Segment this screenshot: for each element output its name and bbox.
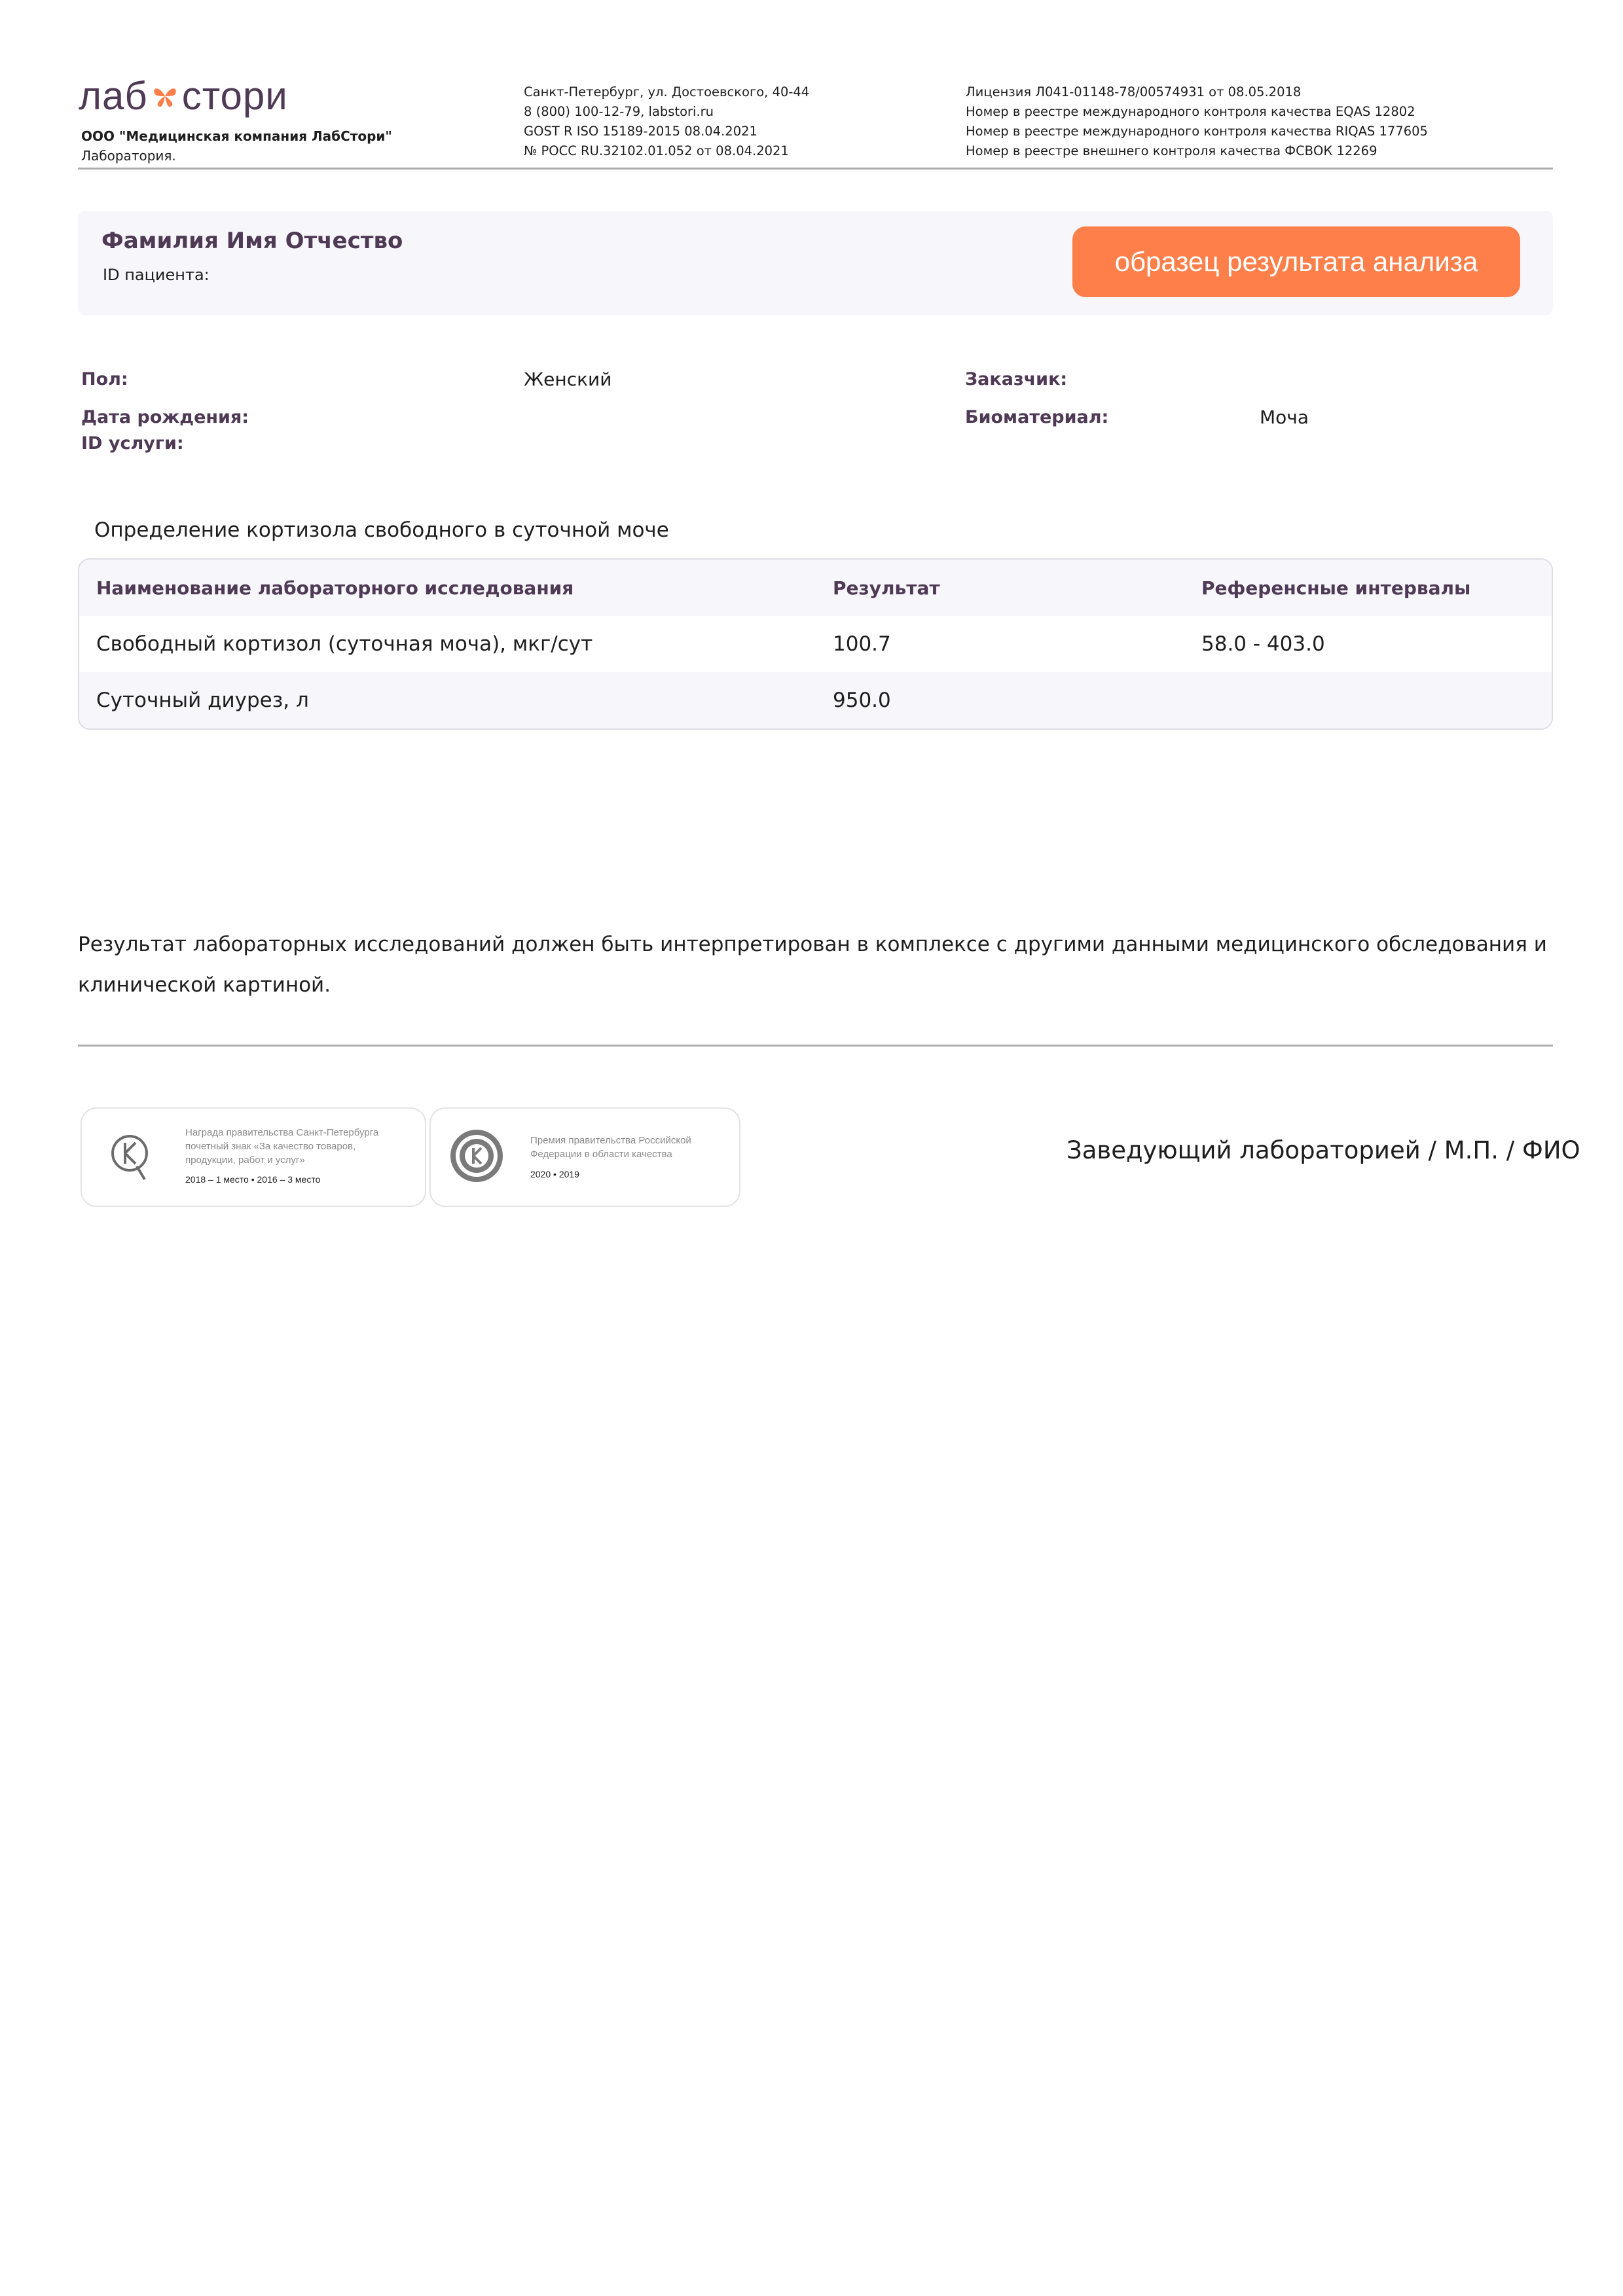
lab-subtitle: Лаборатория. — [81, 148, 176, 164]
license-riqas: Номер в реестре международного контроля качества RIQAS 177605 — [966, 124, 1428, 139]
license-fsvok: Номер в реестре внешнего контроля качества ФСВОК 12269 — [966, 143, 1377, 158]
biomaterial-label: Биоматериал: — [965, 407, 1109, 427]
award-line: Федерации в области качества — [530, 1149, 672, 1160]
header-licenses — [966, 82, 1428, 161]
quality-seal-icon — [448, 1127, 505, 1187]
table-header-row — [79, 560, 1552, 616]
award-line: продукции, работ и услуг» — [185, 1155, 305, 1166]
service-id-label: ID услуги: — [81, 433, 184, 454]
logo-text-right: стори — [181, 74, 288, 118]
award-card-rf — [429, 1107, 740, 1207]
license-eqas: Номер в реестре международного контроля качества EQAS 12802 — [966, 104, 1415, 119]
award-line: Награда правительства Санкт-Петербурга — [185, 1127, 379, 1138]
company-name: ООО "Медицинская компания ЛабСтори" — [81, 128, 392, 144]
award-years: 2020 • 2019 — [530, 1169, 579, 1179]
labstori-logo — [79, 73, 288, 118]
test-name: Свободный кортизол (суточная моча), мкг/сут — [96, 632, 593, 656]
results-table — [78, 558, 1553, 730]
header-reference: Референсные интервалы — [1201, 577, 1471, 599]
license-line: Лицензия Л041-01148-78/00574931 от 08.05.2018 — [966, 84, 1302, 99]
footer-divider — [78, 1045, 1553, 1047]
test-name: Суточный диурез, л — [96, 689, 309, 712]
award-text — [530, 1134, 691, 1161]
sex-label: Пол: — [81, 369, 128, 389]
patient-id-label: ID пациента: — [103, 266, 210, 284]
contact-phone-site: 8 (800) 100-12-79, labstori.ru — [524, 104, 714, 119]
test-result: 100.7 — [833, 632, 891, 656]
sample-result-button[interactable]: образец результата анализа — [1072, 226, 1520, 297]
birth-date-label: Дата рождения: — [81, 407, 249, 427]
interpretation-note: Результат лабораторных исследований должен быть интерпретирован в комплексе с другими данными медицинского обследования и клинической картиной. — [78, 933, 1547, 997]
logo-text-left: лаб — [79, 74, 148, 118]
award-line: почетный знак «За качество товаров, — [185, 1141, 356, 1152]
sex-value: Женский — [524, 368, 612, 390]
award-text — [185, 1126, 378, 1167]
contact-gost: GOST R ISO 15189-2015 08.04.2021 — [524, 124, 757, 139]
header-contacts — [524, 82, 809, 161]
biomaterial-value: Моча — [1260, 406, 1309, 428]
butterfly-icon — [151, 82, 179, 111]
quality-k-icon — [107, 1127, 153, 1189]
customer-label: Заказчик: — [965, 369, 1068, 389]
contact-address: Санкт-Петербург, ул. Достоевского, 40-44 — [524, 84, 810, 99]
test-reference: 58.0 - 403.0 — [1201, 632, 1325, 656]
table-row — [79, 672, 1552, 728]
contact-ross: № РОСС RU.32102.01.052 от 08.04.2021 — [524, 143, 789, 158]
award-years: 2018 – 1 место • 2016 – 3 место — [185, 1174, 321, 1185]
section-title: Определение кортизола свободного в суточной моче — [94, 518, 669, 542]
table-row — [79, 616, 1552, 672]
patient-name: Фамилия Имя Отчество — [101, 228, 403, 254]
award-line: Премия правительства Российской — [530, 1135, 691, 1146]
test-result: 950.0 — [833, 689, 891, 712]
lab-head-signature: Заведующий лабораторией / М.П. / ФИО — [1067, 1136, 1580, 1164]
header-divider — [78, 168, 1553, 170]
header-test-name: Наименование лабораторного исследования — [96, 577, 574, 599]
header-result: Результат — [833, 577, 940, 599]
award-card-spb — [81, 1107, 426, 1207]
